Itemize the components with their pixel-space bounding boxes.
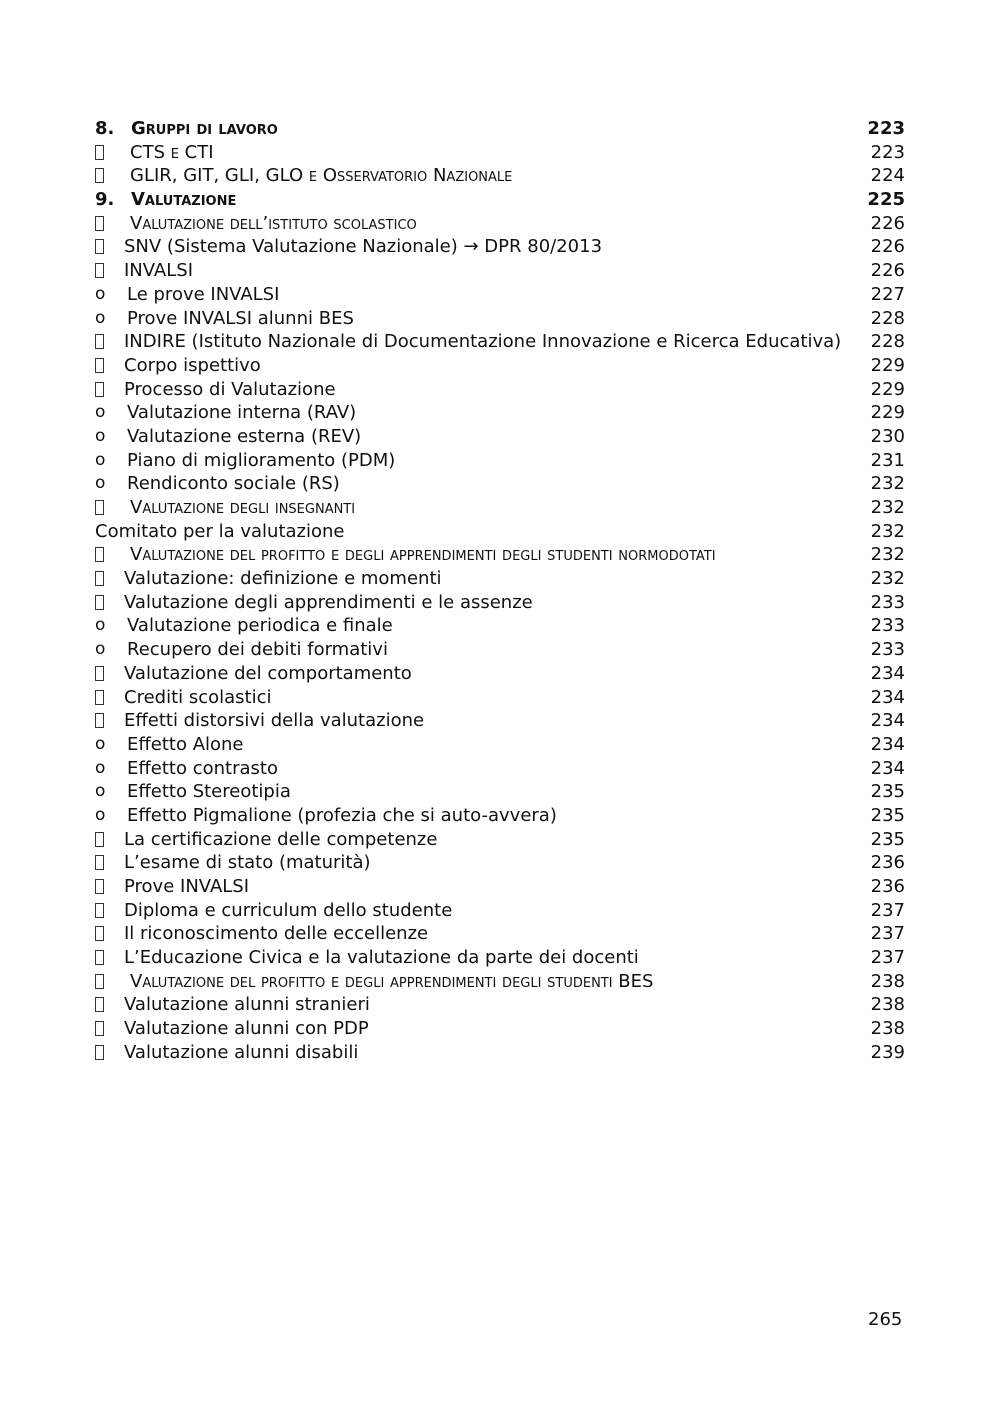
toc-entry-page: 232 <box>870 473 905 495</box>
toc-entry-page: 238 <box>870 994 905 1016</box>
chapter-number: 9. <box>95 189 115 211</box>
toc-entry <box>95 1041 905 1065</box>
bullet-box-icon <box>95 1041 104 1065</box>
toc-entry-page: 224 <box>870 165 905 187</box>
bullet-box-icon <box>95 567 104 591</box>
toc-entry-title: Valutazione alunni disabili <box>124 1041 359 1063</box>
toc-entry-page: 223 <box>870 141 905 163</box>
toc-entry <box>95 828 905 852</box>
toc-entry-title: INVALSI <box>124 260 194 282</box>
toc-entry-title: Valutazione <box>131 189 237 211</box>
toc-entry <box>95 164 905 188</box>
bullet-box-icon <box>95 662 104 686</box>
toc-entry-page: 237 <box>870 923 905 945</box>
toc-entry <box>95 307 905 331</box>
toc-entry <box>95 686 905 710</box>
toc-entry-page: 225 <box>867 189 905 211</box>
toc-entry-page: 238 <box>870 970 905 992</box>
toc-entry-title: SNV (Sistema Valutazione Nazionale) → DPR 80/2013 <box>124 236 603 258</box>
bullet-box-icon <box>95 378 104 402</box>
toc-entry-page: 228 <box>870 307 905 329</box>
toc-entry-page: 237 <box>870 947 905 969</box>
toc-entry-page: 237 <box>870 899 905 921</box>
toc-entry-title: Corpo ispettivo <box>124 354 261 376</box>
toc-entry-title: Valutazione alunni stranieri <box>124 994 370 1016</box>
bullet-box-icon <box>95 899 104 923</box>
bullet-box-icon <box>95 212 104 236</box>
toc-entry-title: Valutazione degli apprendimenti e le assenze <box>124 591 533 613</box>
toc-entry <box>95 899 905 923</box>
toc-entry-page: 234 <box>870 686 905 708</box>
toc-entry-page: 235 <box>870 804 905 826</box>
toc-entry-title: Valutazione dell’istituto scolastico <box>130 212 417 234</box>
toc-entry-title: Valutazione del profitto e degli apprendimenti degli studenti normodotati <box>130 544 716 566</box>
toc-entry <box>95 804 905 828</box>
toc-entry-title: Effetti distorsivi della valutazione <box>124 710 425 732</box>
toc-entry <box>95 401 905 425</box>
toc-entry-page: 229 <box>870 378 905 400</box>
toc-entry-page: 235 <box>870 828 905 850</box>
toc-entry-title: INDIRE (Istituto Nazionale di Documentazione Innovazione e Ricerca Educativa) <box>124 331 842 353</box>
toc-entry-title: Effetto contrasto <box>127 757 278 779</box>
bullet-box-icon <box>95 259 104 283</box>
toc-entry-title: Valutazione interna (RAV) <box>127 402 357 424</box>
toc-entry-page: 232 <box>870 497 905 518</box>
toc-entry-page: 223 <box>867 118 905 139</box>
toc-entry-title: Valutazione del comportamento <box>124 662 412 684</box>
bullet-circle-icon: o <box>95 804 106 825</box>
toc-entry <box>95 472 905 496</box>
toc-entry-title: Valutazione degli insegnanti <box>130 497 356 518</box>
toc-entry-title: Valutazione esterna (REV) <box>127 425 362 447</box>
toc-entry-title: GLIR, GIT, GLI, GLO e Osservatorio Nazionale <box>130 165 513 187</box>
toc-entry-title: CTS e CTI <box>130 141 214 163</box>
toc-entry-title: Prove INVALSI alunni BES <box>127 307 354 329</box>
toc-entry <box>95 1017 905 1041</box>
bullet-box-icon <box>95 164 104 188</box>
toc-entry-page: 232 <box>870 520 905 542</box>
toc-entry-page: 235 <box>870 781 905 803</box>
toc-entry-title: Crediti scolastici <box>124 686 272 708</box>
toc-entry <box>95 188 905 212</box>
toc-entry-page: 233 <box>870 591 905 613</box>
toc-entry <box>95 993 905 1017</box>
bullet-box-icon <box>95 709 104 733</box>
toc-entry-page: 230 <box>870 425 905 447</box>
bullet-circle-icon: o <box>95 615 106 636</box>
toc-entry-page: 234 <box>870 733 905 755</box>
toc-entry-page: 226 <box>870 212 905 234</box>
toc-entry-page: 234 <box>870 662 905 684</box>
toc-entry <box>95 780 905 804</box>
toc-entry <box>95 709 905 733</box>
bullet-circle-icon: o <box>95 283 106 304</box>
toc-entry <box>95 567 905 591</box>
toc-entry-title: Diploma e curriculum dello studente <box>124 899 453 921</box>
bullet-box-icon <box>95 686 104 710</box>
table-of-contents <box>95 117 905 1065</box>
toc-entry-title: Effetto Stereotipia <box>127 781 291 803</box>
toc-entry-page: 226 <box>870 260 905 282</box>
bullet-circle-icon: o <box>95 733 106 754</box>
toc-entry <box>95 662 905 686</box>
bullet-circle-icon: o <box>95 781 106 802</box>
toc-entry <box>95 875 905 899</box>
toc-entry-title: Il riconoscimento delle eccellenze <box>124 923 429 945</box>
toc-entry-title: L’esame di stato (maturità) <box>124 852 371 874</box>
bullet-box-icon <box>95 993 104 1017</box>
bullet-circle-icon: o <box>95 449 106 470</box>
toc-entry-page: 239 <box>870 1041 905 1063</box>
toc-entry <box>95 520 905 544</box>
toc-entry <box>95 378 905 402</box>
toc-entry-title: Effetto Pigmalione (profezia che si auto-avvera) <box>127 804 557 826</box>
bullet-box-icon <box>95 591 104 615</box>
bullet-box-icon <box>95 543 104 567</box>
toc-entry-page: 238 <box>870 1018 905 1040</box>
bullet-circle-icon: o <box>95 757 106 778</box>
bullet-circle-icon: o <box>95 307 106 328</box>
toc-entry-page: 232 <box>870 544 905 566</box>
bullet-box-icon <box>95 1017 104 1041</box>
toc-entry-page: 233 <box>870 639 905 661</box>
toc-entry-page: 232 <box>870 568 905 590</box>
toc-entry <box>95 235 905 259</box>
toc-entry-page: 229 <box>870 402 905 424</box>
toc-entry-title: Gruppi di lavoro <box>131 118 278 139</box>
toc-entry-page: 229 <box>870 354 905 376</box>
toc-entry-title: Rendiconto sociale (RS) <box>127 473 340 495</box>
toc-entry-title: Le prove INVALSI <box>127 283 280 305</box>
bullet-box-icon <box>95 141 104 165</box>
toc-entry-title: Valutazione alunni con PDP <box>124 1018 369 1040</box>
toc-entry-page: 231 <box>870 449 905 471</box>
toc-entry <box>95 733 905 757</box>
toc-entry <box>95 354 905 378</box>
toc-entry-page: 236 <box>870 876 905 897</box>
toc-entry-title: Piano di miglioramento (PDM) <box>127 449 396 471</box>
toc-entry <box>95 970 905 994</box>
bullet-box-icon <box>95 922 104 946</box>
toc-entry-page: 234 <box>870 757 905 779</box>
toc-entry <box>95 591 905 615</box>
toc-entry-title: Recupero dei debiti formativi <box>127 639 388 661</box>
toc-entry-page: 234 <box>870 710 905 732</box>
toc-entry-title: Valutazione: definizione e momenti <box>124 568 442 590</box>
toc-entry <box>95 117 905 141</box>
toc-entry-title: Processo di Valutazione <box>124 378 336 400</box>
toc-entry <box>95 283 905 307</box>
toc-entry-title: Comitato per la valutazione <box>95 520 345 542</box>
toc-entry <box>95 638 905 662</box>
toc-entry-title: Effetto Alone <box>127 733 244 755</box>
toc-entry-title: Valutazione del profitto e degli apprendimenti degli studenti BES <box>130 970 654 992</box>
toc-entry-title: Valutazione periodica e finale <box>127 615 393 637</box>
bullet-box-icon <box>95 946 104 970</box>
bullet-circle-icon: o <box>95 402 106 423</box>
toc-entry-page: 227 <box>870 283 905 305</box>
bullet-box-icon <box>95 970 104 994</box>
toc-entry <box>95 614 905 638</box>
bullet-box-icon <box>95 235 104 259</box>
bullet-box-icon <box>95 330 104 354</box>
chapter-number: 8. <box>95 118 115 139</box>
toc-entry <box>95 330 905 354</box>
toc-entry <box>95 259 905 283</box>
toc-entry <box>95 922 905 946</box>
toc-entry-page: 226 <box>870 236 905 258</box>
toc-entry <box>95 212 905 236</box>
page-number: 265 <box>868 1309 903 1330</box>
toc-entry <box>95 496 905 520</box>
bullet-box-icon <box>95 828 104 852</box>
toc-entry-page: 233 <box>870 615 905 637</box>
toc-entry-page: 236 <box>870 852 905 874</box>
toc-entry <box>95 425 905 449</box>
bullet-box-icon <box>95 851 104 875</box>
toc-entry-title: La certificazione delle competenze <box>124 828 438 850</box>
toc-entry <box>95 946 905 970</box>
toc-entry <box>95 543 905 567</box>
bullet-box-icon <box>95 496 104 520</box>
bullet-circle-icon: o <box>95 639 106 660</box>
bullet-box-icon <box>95 875 104 899</box>
toc-entry <box>95 449 905 473</box>
bullet-circle-icon: o <box>95 425 106 446</box>
toc-entry <box>95 757 905 781</box>
toc-entry <box>95 851 905 875</box>
bullet-box-icon <box>95 354 104 378</box>
toc-entry-title: Prove INVALSI <box>124 876 250 897</box>
toc-entry-page: 228 <box>870 331 905 353</box>
toc-entry-title: L’Educazione Civica e la valutazione da parte dei docenti <box>124 947 639 969</box>
bullet-circle-icon: o <box>95 473 106 494</box>
toc-entry <box>95 141 905 165</box>
